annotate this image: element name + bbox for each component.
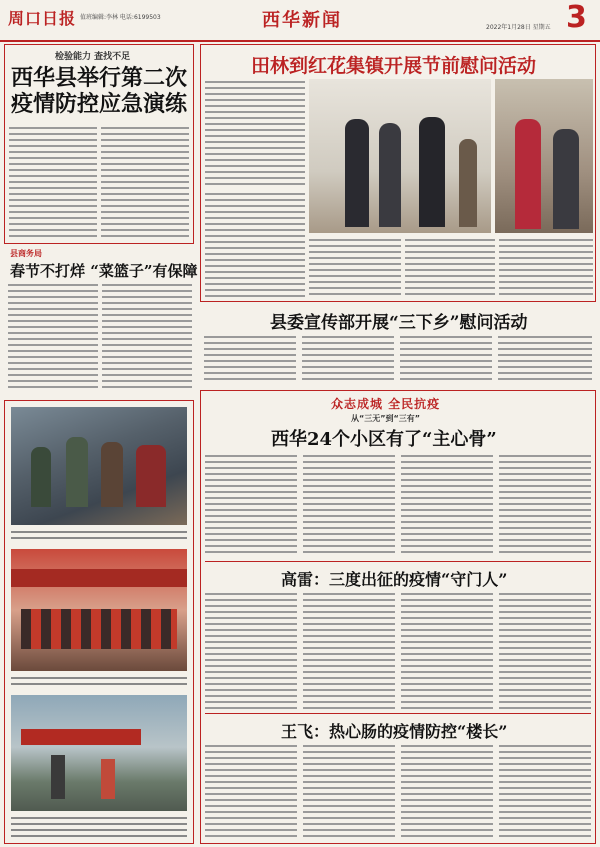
propaganda-title: 县委宣传部开展“三下乡”慰问活动 bbox=[270, 313, 528, 333]
tianlin-body-intro bbox=[205, 79, 305, 187]
wangfei-title: 王飞：热心肠的疫情防控“楼长” bbox=[281, 722, 508, 741]
page-number: 3 bbox=[566, 0, 587, 35]
volunteer-photo bbox=[11, 407, 187, 525]
street-photo bbox=[11, 695, 187, 811]
photo-column bbox=[4, 400, 194, 844]
tianlin-body-col3 bbox=[405, 237, 495, 297]
divider-gaolei bbox=[205, 561, 591, 562]
divider-wangfei bbox=[205, 713, 591, 714]
masthead bbox=[0, 0, 600, 42]
drill-title-line1: 西华县举行第二次 bbox=[11, 65, 188, 91]
anti-epidemic-section bbox=[200, 390, 596, 844]
masthead-info: 值班编辑:李林 电话:6199503 bbox=[80, 14, 161, 21]
wangfei-body-col1 bbox=[205, 743, 297, 839]
tianlin-article bbox=[200, 44, 596, 302]
drill-kicker: 检验能力 查找不足 bbox=[55, 52, 131, 62]
street-photo-caption bbox=[11, 815, 187, 839]
gaolei-title: 高雷：三度出征的疫情“守门人” bbox=[281, 570, 508, 589]
market-kicker: 县商务局 bbox=[10, 249, 42, 258]
section-banner: 众志成城 全民抗疫 bbox=[331, 397, 441, 411]
tianlin-body-col2 bbox=[309, 237, 401, 297]
propaganda-body-col3 bbox=[400, 334, 492, 382]
propaganda-body-col4 bbox=[498, 334, 592, 382]
market-article bbox=[4, 248, 198, 396]
newspaper-logo: 周口日报 bbox=[8, 9, 77, 28]
wangfei-body-col3 bbox=[401, 743, 493, 839]
market-body-col2 bbox=[102, 282, 192, 392]
group-photo bbox=[11, 549, 187, 671]
market-title: 春节不打烊 “菜篮子”有保障 bbox=[10, 262, 198, 280]
community-body-col1 bbox=[205, 453, 297, 557]
community-body-col2 bbox=[303, 453, 395, 557]
visit-photo-1 bbox=[309, 79, 491, 233]
wangfei-body-col2 bbox=[303, 743, 395, 839]
market-body-col1 bbox=[8, 282, 98, 392]
tianlin-title: 田林到红花集镇开展节前慰问活动 bbox=[251, 55, 537, 77]
gaolei-body-col3 bbox=[401, 591, 493, 709]
issue-date: 2022年1月28日 星期五 bbox=[486, 24, 551, 31]
drill-article bbox=[4, 44, 194, 244]
wangfei-body-col4 bbox=[499, 743, 591, 839]
drill-body-col1 bbox=[9, 125, 97, 239]
propaganda-article bbox=[200, 306, 596, 386]
gaolei-body-col2 bbox=[303, 591, 395, 709]
group-photo-caption bbox=[11, 675, 187, 689]
drill-title-line2: 疫情防控应急演练 bbox=[11, 91, 188, 117]
community-body-col3 bbox=[401, 453, 493, 557]
visit-photo-2 bbox=[495, 79, 593, 233]
propaganda-body-col1 bbox=[204, 334, 296, 382]
section-name: 西华新闻 bbox=[262, 10, 342, 31]
community-title: 西华24个小区有了“主心骨” bbox=[271, 429, 497, 450]
gaolei-body-col4 bbox=[499, 591, 591, 709]
drill-body-col2 bbox=[101, 125, 189, 239]
tianlin-body-col1 bbox=[205, 191, 305, 297]
propaganda-body-col2 bbox=[302, 334, 394, 382]
volunteer-photo-caption bbox=[11, 529, 187, 543]
tianlin-body-col4 bbox=[499, 237, 593, 297]
gaolei-body-col1 bbox=[205, 591, 297, 709]
community-kicker: 从“三无”到“三有” bbox=[351, 414, 421, 423]
community-body-col4 bbox=[499, 453, 591, 557]
